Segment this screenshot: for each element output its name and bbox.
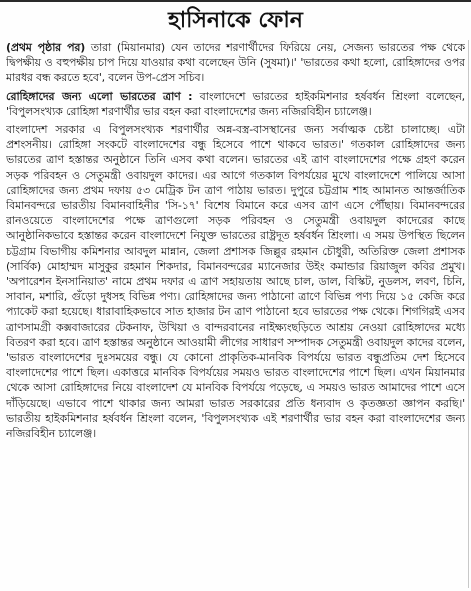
continuation-marker: (প্রথম পৃষ্ঠার পর) (6, 41, 86, 54)
column-border (468, 40, 469, 588)
paragraph-text: তারা (মিয়ানমার) যেন তাদের শরণার্থীদের ফিরিয়ে নেয়, সেজন্য ভারতের পক্ষ থেকে দ্বিপক্ষীয় ও বহুপক্ষীয় চাপ দিয়ে যাওয়ার কথা বলেছেন উনি (সুষমা)।' 'ভারতের কথা হলো, রোহিঙ্গাদের ওপর মারধর বন্ধ করতে হবে', বলেন উপ-প্রেস সচিব। (6, 41, 465, 85)
paragraph-continuation (6, 40, 465, 86)
paragraph-text: বাংলাদেশে ভারতের হাইকমিশনার হর্ষবর্ধন শ্রিংলা বলেছেন, 'বিপুলসংখ্যক রোহিঙ্গা শরণার্থীর ভার বহন করা বাংলাদেশের জন্য নজিরবিহীন চ্যালেঞ্জ। (6, 89, 465, 118)
paragraph-relief (6, 89, 465, 119)
top-rule (0, 0, 471, 2)
article-body (6, 40, 465, 588)
paragraph-text: বাংলাদেশ সরকার এ বিপুলসংখ্যক শরণার্থীর অন্ন-বস্ত্র-বাসস্থানের জন্য সর্বাত্মক চেষ্টা চালাচ্ছে। এটা প্রশংসনীয়। রোহিঙ্গা সংকটে বাংলাদেশের বন্ধু হিসেবে পাশে থাকবে ভারত।' গতকাল রোহিঙ্গাদের জন্য ভারতের ত্রাণ হস্তান্তর অনুষ্ঠানে তিনি এসব কথা বলেন। ভারতের এই ত্রাণ বাংলাদেশের পক্ষে গ্রহণ করেন সড়ক পরিবহন ও সেতুমন্ত্রী ওবায়দুল কাদের। এর আগে গতকাল বিপর্যয়ের মুখে বাংলাদেশে পালিয়ে আসা রোহিঙ্গাদের জন্য প্রথম দফায় ৫৩ মেট্রিক টন ত্রাণ পাঠায় ভারত। দুপুরে চট্টগ্রাম শাহ আমানত আন্তর্জাতিক বিমানবন্দরে ভারতীয় বিমানবাহিনীর 'সি-১৭' বিশেষ বিমানে করে এসব ত্রাণ এসে পৌঁছায়। বিমানবন্দরের রানওয়েতে বাংলাদেশের পক্ষে ত্রাণগুলো সড়ক পরিবহন ও সেতুমন্ত্রী ওবায়দুল কাদেরের কাছে আনুষ্ঠানিকভাবে হস্তান্তর করেন বাংলাদেশে নিযুক্ত ভারতের রাষ্ট্রদূত হর্ষবর্ধন শ্রিংলা। এ সময় উপস্থিত ছিলেন চট্টগ্রাম বিভাগীয় কমিশনার আবদুল মান্নান, জেলা প্রশাসক জিল্লুর রহমান চৌধুরী, অতিরিক্ত জেলা প্রশাসক (সার্বিক) মোহাম্মদ মাসুকুর রহমান শিকদার, বিমানবন্দরের ম্যানেজার উইং কমান্ডার রিয়াজুল কবির প্রমুখ। 'অপারেশন ইনসানিয়াত' নামে প্রথম দফার এ ত্রাণ সহায়তায় আছে চাল, ডাল, বিস্কিট, নুডলস, লবণ, চিনি, সাবান, মশারি, গুঁড়ো দুধসহ বিভিন্ন পণ্য। রোহিঙ্গাদের জন্য পাঠানো ত্রাণে বিভিন্ন পণ্য দিয়ে ১৫ কেজি করে প্যাকেট করা হয়েছে। ধারাবাহিকভাবে সাত হাজার টন ত্রাণ পাঠানো হবে ভারতের পক্ষ থেকে। শিগগিরই এসব ত্রাণসামগ্রী কক্সবাজারের টেকনাফ, উখিয়া ও বান্দরবানের নাইক্ষ্যংছড়িতে আশ্রয় নেওয়া রোহিঙ্গাদের মধ্যে বিতরণ করা হবে। ত্রাণ হস্তান্তর অনুষ্ঠানে আওয়ামী লীগের সাধারণ সম্পাদক সেতুমন্ত্রী ওবায়দুল কাদের বলেন, 'ভারত বাংলাদেশের দুঃসময়ের বন্ধু। যে কোনো প্রাকৃতিক-মানবিক বিপর্যয়ে ভারত বন্ধুপ্রতিম দেশ হিসেবে বাংলাদেশের পাশে ছিল। একাত্তরে মানবিক বিপর্যয়ের সময়ও ভারত বাংলাদেশের পাশে ছিল। এখন মিয়ানমার থেকে আসা রোহিঙ্গাদের নিয়ে বাংলাদেশ যে মানবিক বিপর্যয়ে পড়েছে, এ সময়ও ভারত আমাদের পাশে এসে দাঁড়িয়েছে। এভাবে পাশে থাকার জন্য আমরা ভারত সরকারের প্রতি ধন্যবাদ ও কৃতজ্ঞতা জ্ঞাপন করছি।' ভারতীয় হাইকমিশনার হর্ষবর্ধন শ্রিংলা বলেন, 'বিপুলসংখ্যক এই শরণার্থীর ভার বহন করা বাংলাদেশের জন্য নজিরবিহীন চ্যালেঞ্জ। (6, 123, 465, 441)
paragraph-main (6, 122, 465, 441)
subheading: রোহিঙ্গাদের জন্য এলো ভারতের ত্রাণ : (6, 89, 193, 103)
headline: হাসিনাকে ফোন (168, 8, 303, 33)
